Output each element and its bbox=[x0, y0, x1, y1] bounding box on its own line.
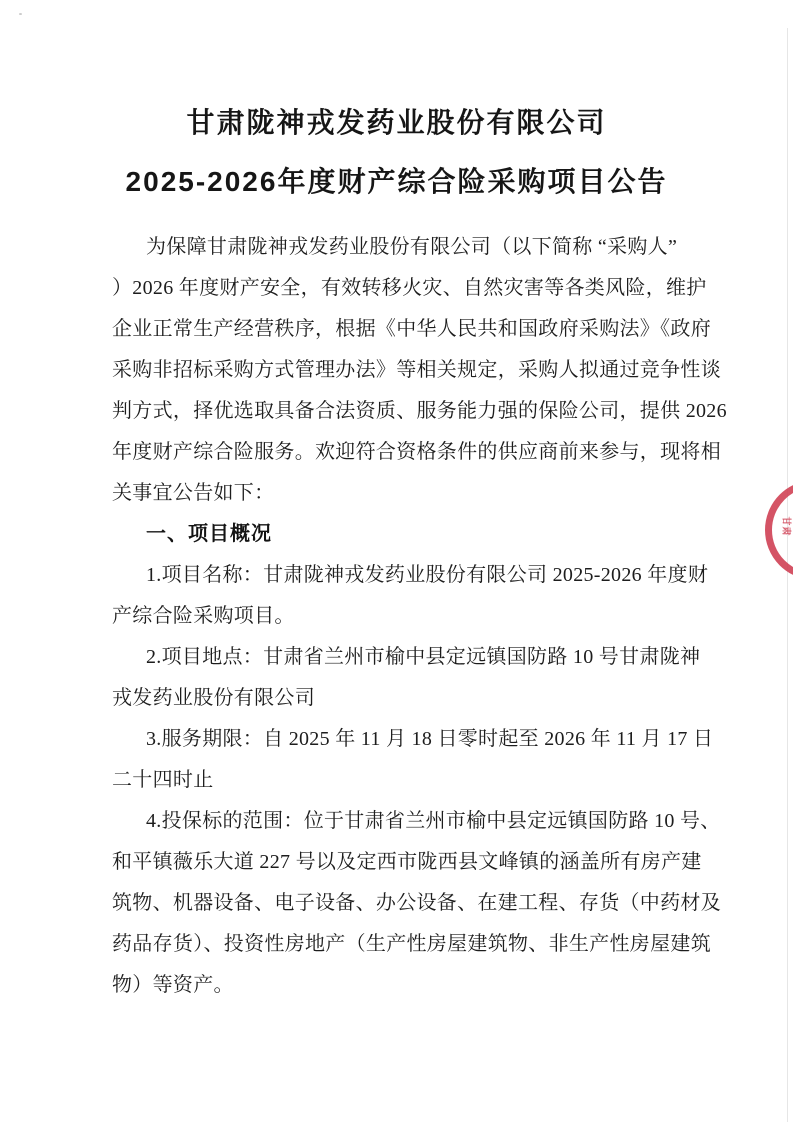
item2-line: 2.项目地点：甘肃省兰州市榆中县定远镇国防路 10 号甘肃陇神 bbox=[146, 646, 701, 668]
seal-text: 甘肃 bbox=[781, 516, 792, 537]
intro-line: 判方式，择优选取具备合法资质、服务能力强的保险公司，提供 2026 bbox=[112, 400, 727, 422]
item2-line: 戎发药业股份有限公司 bbox=[112, 687, 315, 709]
intro-line: 为保障甘肃陇神戎发药业股份有限公司（以下简称 “采购人” bbox=[146, 236, 678, 258]
item3-line: 3.服务期限：自 2025 年 11 月 18 日零时起至 2026 年 11 月 17 日 bbox=[146, 728, 714, 750]
item4-line: 4.投保标的范围：位于甘肃省兰州市榆中县定远镇国防路 10 号、 bbox=[146, 810, 721, 832]
document-title-line2: 2025-2026年度财产综合险采购项目公告 bbox=[125, 166, 668, 197]
item4-line: 和平镇薇乐大道 227 号以及定西市陇西县文峰镇的涵盖所有房产建 bbox=[112, 851, 702, 873]
scan-speck bbox=[19, 13, 22, 15]
section1-heading: 一、项目概况 bbox=[146, 523, 272, 545]
intro-line: 企业正常生产经营秩序，根据《中华人民共和国政府采购法》《政府 bbox=[112, 318, 711, 340]
intro-line: 关事宜公告如下： bbox=[112, 482, 275, 504]
item3-line: 二十四时止 bbox=[112, 769, 214, 791]
item1-line: 产综合险采购项目。 bbox=[112, 605, 295, 627]
item4-line: 物）等资产。 bbox=[112, 974, 234, 996]
intro-line: 年度财产综合险服务。欢迎符合资格条件的供应商前来参与，现将相 bbox=[112, 441, 721, 463]
document-title-line1: 甘肃陇神戎发药业股份有限公司 bbox=[186, 107, 607, 138]
item1-line: 1.项目名称：甘肃陇神戎发药业股份有限公司 2025-2026 年度财 bbox=[146, 564, 709, 586]
item4-line: 药品存货）、投资性房地产（生产性房屋建筑物、非生产性房屋建筑 bbox=[112, 933, 711, 955]
intro-line: 采购非招标采购方式管理办法》等相关规定，采购人拟通过竞争性谈 bbox=[112, 359, 721, 381]
document-title-block bbox=[0, 0, 793, 202]
scan-edge-line bbox=[787, 28, 788, 1122]
document-body bbox=[0, 227, 793, 1006]
item4-line: 筑物、机器设备、电子设备、办公设备、在建工程、存货（中药材及 bbox=[112, 892, 721, 914]
intro-line: ）2026 年度财产安全，有效转移火灾、自然灾害等各类风险，维护 bbox=[112, 277, 707, 299]
